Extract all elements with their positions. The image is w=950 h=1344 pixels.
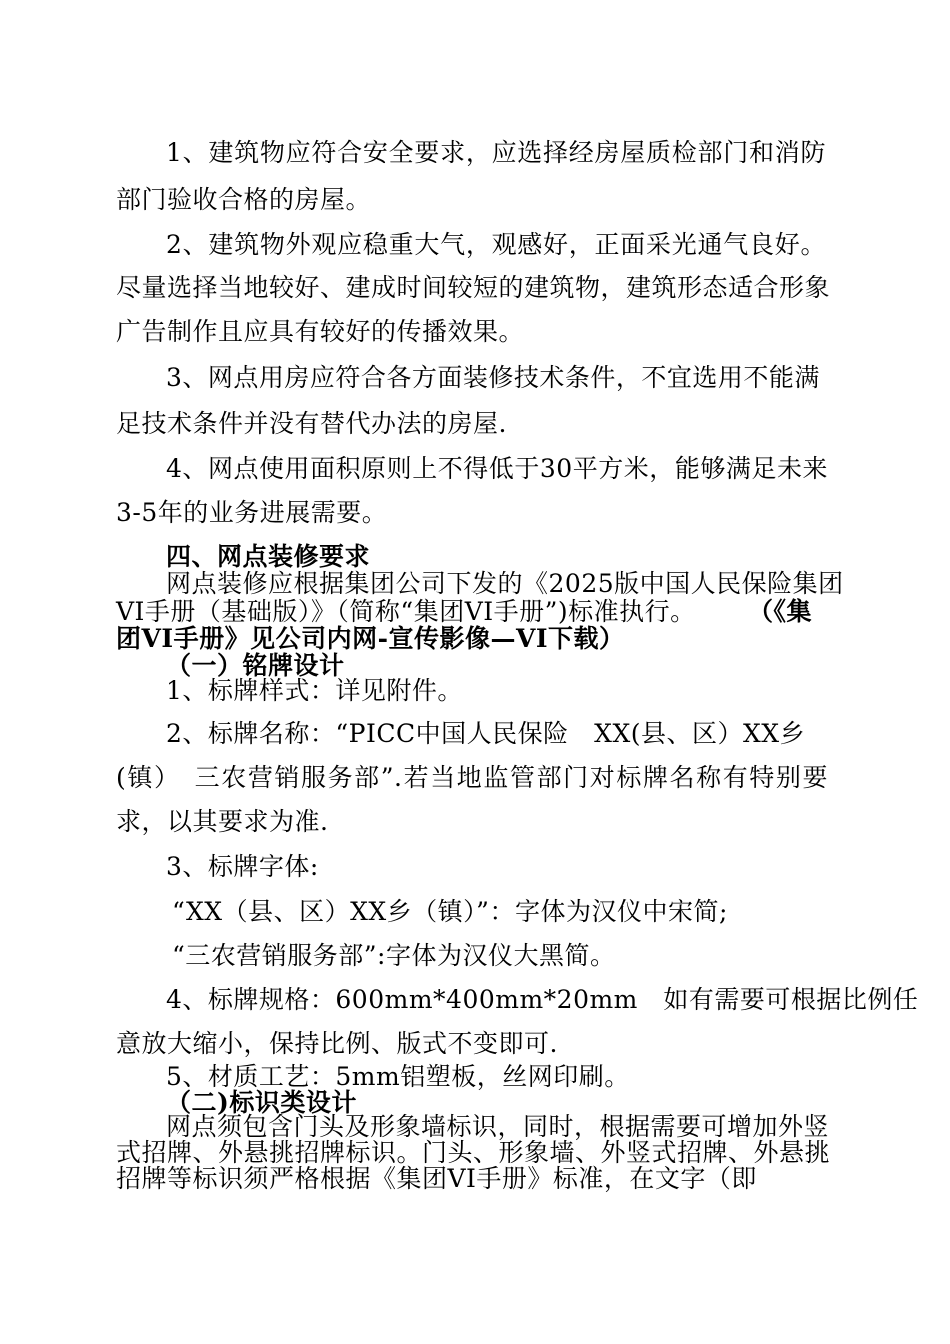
paragraph-line: 4、标牌规格：600mm*400mm*20mm 如有需要可根据比例任	[166, 985, 919, 1014]
paragraph-line: 尽量选择当地较好、建成时间较短的建筑物，建筑形态适合形象	[116, 273, 831, 302]
paragraph-line: 1、标牌样式：详见附件。	[166, 676, 463, 705]
paragraph-line: 3、网点用房应符合各方面装修技术条件，不宜选用不能满	[166, 363, 820, 392]
paragraph-line: 广告制作且应具有较好的传播效果。	[116, 317, 525, 346]
paragraph-line: (镇） 三农营销服务部”.若当地监管部门对标牌名称有特别要	[116, 763, 828, 792]
paragraph-line: 足技术条件并没有替代办法的房屋.	[116, 409, 507, 438]
section-heading: 四、网点装修要求	[166, 542, 371, 571]
paragraph-line: 2、标牌名称：“PICC中国人民保险 XX(县、区）XX乡	[166, 719, 806, 748]
paragraph-line: 式招牌、外悬挑招牌标识。门头、形象墙、外竖式招牌、外悬挑	[116, 1138, 831, 1167]
paragraph-line: 3、标牌字体:	[166, 852, 319, 881]
paragraph-line: 招牌等标识须严格根据《集团VI手册》标准，在文字（即	[116, 1164, 757, 1193]
paragraph-line: VI手册（基础版）》（简称“集团VI手册”)标准执行。	[116, 597, 696, 626]
paragraph-line: 部门验收合格的房屋。	[116, 185, 372, 214]
paragraph-line: 网点须包含门头及形象墙标识，同时，根据需要可增加外竖	[166, 1112, 830, 1141]
paragraph-line: 意放大缩小，保持比例、版式不变即可.	[116, 1029, 558, 1058]
paragraph-line: “XX（县、区）XX乡（镇）”：字体为汉仪中宋简;	[172, 897, 728, 926]
paragraph-line: 求，以其要求为准.	[116, 807, 329, 836]
paragraph-line: 团VI手册》见公司内网-宣传影像—VI下载）	[116, 624, 625, 653]
paragraph-line: “三农营销服务部”:字体为汉仪大黑简。	[172, 941, 616, 970]
paragraph-line: 2、建筑物外观应稳重大气，观感好，正面采光通气良好。	[166, 230, 826, 259]
paragraph-line: 网点装修应根据集团公司下发的《2025版中国人民保险集团	[166, 569, 844, 598]
paragraph-line: 5、材质工艺：5mm铝塑板，丝网印刷。	[166, 1062, 630, 1091]
paragraph-line: 3-5年的业务进展需要。	[116, 498, 388, 527]
paragraph-line: 1、建筑物应符合安全要求，应选择经房屋质检部门和消防	[166, 138, 826, 167]
paragraph-line: 4、网点使用面积原则上不得低于30平方米，能够满足未来	[166, 454, 828, 483]
subsection-heading: （二)标识类设计	[166, 1088, 357, 1117]
subsection-heading: （一）铭牌设计	[166, 651, 345, 680]
paragraph-line: （《集	[748, 597, 813, 626]
